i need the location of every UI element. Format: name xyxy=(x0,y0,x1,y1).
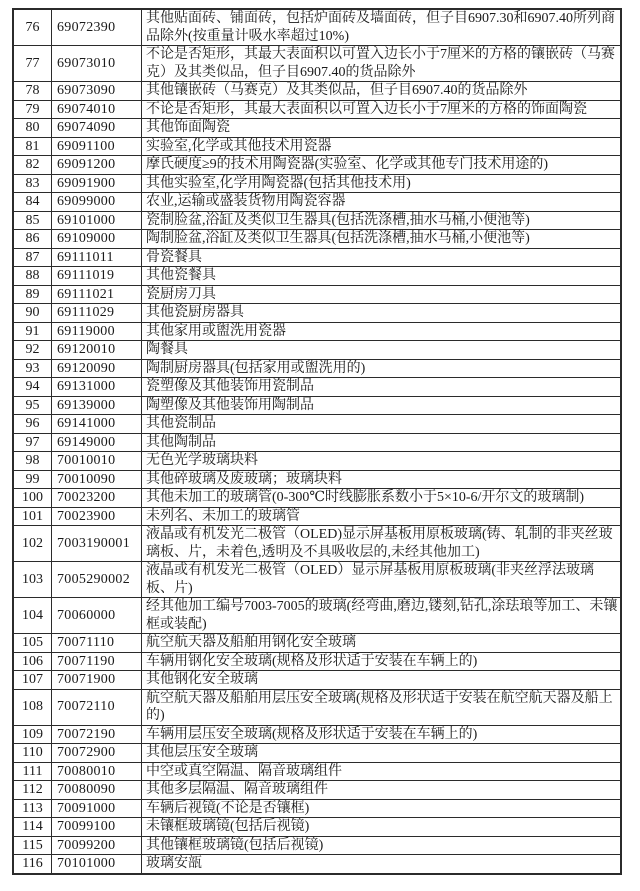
description-cell: 不论是否矩形，其最大表面积以可置入边长小于7厘米的方格的镶嵌砖（马赛克）及其类似品，但子目6907.40的货品除外 xyxy=(142,46,622,82)
row-number-cell: 92 xyxy=(13,341,52,360)
table-row xyxy=(13,341,621,360)
row-number-cell: 80 xyxy=(13,119,52,138)
hs-code-cell: 70072190 xyxy=(52,725,142,744)
row-number-cell: 89 xyxy=(13,285,52,304)
row-number-cell: 86 xyxy=(13,230,52,249)
description-cell: 瓷厨房刀具 xyxy=(142,285,622,304)
hs-code-cell: 69111029 xyxy=(52,304,142,323)
hs-code-cell: 70091000 xyxy=(52,799,142,818)
description-cell: 其他瓷厨房器具 xyxy=(142,304,622,323)
table-row xyxy=(13,137,621,156)
table-row xyxy=(13,671,621,690)
hs-code-cell: 70071900 xyxy=(52,671,142,690)
table-row xyxy=(13,248,621,267)
description-cell: 车辆后视镜(不论是否镶框) xyxy=(142,799,622,818)
row-number-cell: 115 xyxy=(13,836,52,855)
row-number-cell: 97 xyxy=(13,433,52,452)
table-row xyxy=(13,634,621,653)
row-number-cell: 81 xyxy=(13,137,52,156)
row-number-cell: 110 xyxy=(13,744,52,763)
table-row xyxy=(13,433,621,452)
description-cell: 经其他加工编号7003-7005的玻璃(经弯曲,磨边,镂刻,钻孔,涂珐琅等加工、未镶框或装配) xyxy=(142,598,622,634)
table-row xyxy=(13,818,621,837)
hs-code-cell: 69119000 xyxy=(52,322,142,341)
description-cell: 其他贴面砖、铺面砖，包括炉面砖及墙面砖，但子目6907.30和6907.40所列商品除外(按重量计吸水率超过10%) xyxy=(142,9,622,46)
description-cell: 陶餐具 xyxy=(142,341,622,360)
row-number-cell: 102 xyxy=(13,526,52,562)
description-cell: 其他陶制品 xyxy=(142,433,622,452)
description-cell: 其他镶框玻璃镜(包括后视镜) xyxy=(142,836,622,855)
description-cell: 其他层压安全玻璃 xyxy=(142,744,622,763)
row-number-cell: 78 xyxy=(13,82,52,101)
hs-code-cell: 69072390 xyxy=(52,9,142,46)
description-cell: 航空航天器及船舶用层压安全玻璃(规格及形状适于安装在航空航天器及船上的) xyxy=(142,689,622,725)
table-row xyxy=(13,744,621,763)
row-number-cell: 95 xyxy=(13,396,52,415)
hs-code-cell: 70099100 xyxy=(52,818,142,837)
hs-code-cell: 69101000 xyxy=(52,211,142,230)
hs-code-cell: 69091900 xyxy=(52,174,142,193)
table-row xyxy=(13,781,621,800)
description-cell: 车辆用层压安全玻璃(规格及形状适于安装在车辆上的) xyxy=(142,725,622,744)
hs-code-cell: 69120090 xyxy=(52,359,142,378)
hs-code-cell: 70099200 xyxy=(52,836,142,855)
row-number-cell: 114 xyxy=(13,818,52,837)
table-row xyxy=(13,193,621,212)
table-row xyxy=(13,470,621,489)
hs-code-cell: 70101000 xyxy=(52,855,142,874)
row-number-cell: 84 xyxy=(13,193,52,212)
hs-code-cell: 69099000 xyxy=(52,193,142,212)
hs-code-cell: 69074010 xyxy=(52,100,142,119)
description-cell: 航空航天器及船舶用钢化安全玻璃 xyxy=(142,634,622,653)
row-number-cell: 100 xyxy=(13,489,52,508)
description-cell: 农业,运输或盛装货物用陶瓷容器 xyxy=(142,193,622,212)
row-number-cell: 112 xyxy=(13,781,52,800)
hs-code-cell: 70080010 xyxy=(52,762,142,781)
table-row xyxy=(13,598,621,634)
hs-code-cell: 69109000 xyxy=(52,230,142,249)
table-row xyxy=(13,378,621,397)
hs-code-cell: 69111021 xyxy=(52,285,142,304)
table-row xyxy=(13,304,621,323)
description-cell: 液晶或有机发光二极管（OLED)显示屏基板用原板玻璃(铸、轧制的非夹丝玻璃板、片，未着色,透明及不具吸收层的,未经其他加工) xyxy=(142,526,622,562)
row-number-cell: 104 xyxy=(13,598,52,634)
row-number-cell: 98 xyxy=(13,452,52,471)
table-row xyxy=(13,507,621,526)
hs-code-cell: 69074090 xyxy=(52,119,142,138)
description-cell: 车辆用钢化安全玻璃(规格及形状适于安装在车辆上的) xyxy=(142,652,622,671)
table-row xyxy=(13,652,621,671)
row-number-cell: 107 xyxy=(13,671,52,690)
table-row xyxy=(13,762,621,781)
description-cell: 中空或真空隔温、隔音玻璃组件 xyxy=(142,762,622,781)
table-row xyxy=(13,211,621,230)
hs-code-cell: 69131000 xyxy=(52,378,142,397)
row-number-cell: 94 xyxy=(13,378,52,397)
table-row xyxy=(13,359,621,378)
description-cell: 未列名、未加工的玻璃管 xyxy=(142,507,622,526)
description-cell: 其他多层隔温、隔音玻璃组件 xyxy=(142,781,622,800)
description-cell: 骨瓷餐具 xyxy=(142,248,622,267)
hs-code-cell: 69111011 xyxy=(52,248,142,267)
row-number-cell: 108 xyxy=(13,689,52,725)
hs-code-cell: 69139000 xyxy=(52,396,142,415)
table-row xyxy=(13,415,621,434)
hs-code-cell: 70071110 xyxy=(52,634,142,653)
table-row xyxy=(13,174,621,193)
table-row xyxy=(13,267,621,286)
hs-code-cell: 70072110 xyxy=(52,689,142,725)
hs-code-cell: 69141000 xyxy=(52,415,142,434)
description-cell: 其他饰面陶瓷 xyxy=(142,119,622,138)
description-cell: 其他未加工的玻璃管(0-300℃时线膨胀系数小于5×10-6/开尔文的玻璃制) xyxy=(142,489,622,508)
row-number-cell: 82 xyxy=(13,156,52,175)
table-row xyxy=(13,799,621,818)
table-row xyxy=(13,230,621,249)
row-number-cell: 103 xyxy=(13,562,52,598)
row-number-cell: 105 xyxy=(13,634,52,653)
hs-code-cell: 69111019 xyxy=(52,267,142,286)
row-number-cell: 79 xyxy=(13,100,52,119)
description-cell: 陶塑像及其他装饰用陶制品 xyxy=(142,396,622,415)
row-number-cell: 85 xyxy=(13,211,52,230)
hs-code-cell: 70071190 xyxy=(52,652,142,671)
row-number-cell: 93 xyxy=(13,359,52,378)
description-cell: 其他实验室,化学用陶瓷器(包括其他技术用) xyxy=(142,174,622,193)
hs-code-cell: 70080090 xyxy=(52,781,142,800)
row-number-cell: 96 xyxy=(13,415,52,434)
table-row xyxy=(13,285,621,304)
row-number-cell: 106 xyxy=(13,652,52,671)
description-cell: 其他镶嵌砖（马赛克）及其类似品，但子目6907.40的货品除外 xyxy=(142,82,622,101)
description-cell: 玻璃安瓿 xyxy=(142,855,622,874)
row-number-cell: 87 xyxy=(13,248,52,267)
description-cell: 瓷制脸盆,浴缸及类似卫生器具(包括洗涤槽,抽水马桶,小便池等) xyxy=(142,211,622,230)
row-number-cell: 88 xyxy=(13,267,52,286)
row-number-cell: 116 xyxy=(13,855,52,874)
table-row xyxy=(13,156,621,175)
hs-code-cell: 70010010 xyxy=(52,452,142,471)
hs-code-table xyxy=(12,8,622,875)
description-cell: 不论是否矩形，其最大表面积以可置入边长小于7厘米的方格的饰面陶瓷 xyxy=(142,100,622,119)
row-number-cell: 91 xyxy=(13,322,52,341)
description-cell: 其他碎玻璃及废玻璃；玻璃块料 xyxy=(142,470,622,489)
description-cell: 其他家用或盥洗用瓷器 xyxy=(142,322,622,341)
hs-code-cell: 70010090 xyxy=(52,470,142,489)
row-number-cell: 90 xyxy=(13,304,52,323)
table-row xyxy=(13,452,621,471)
row-number-cell: 77 xyxy=(13,46,52,82)
description-cell: 实验室,化学或其他技术用瓷器 xyxy=(142,137,622,156)
hs-code-cell: 70072900 xyxy=(52,744,142,763)
description-cell: 无色光学玻璃块料 xyxy=(142,452,622,471)
description-cell: 未镶框玻璃镜(包括后视镜) xyxy=(142,818,622,837)
table-row xyxy=(13,526,621,562)
description-cell: 陶制厨房器具(包括家用或盥洗用的) xyxy=(142,359,622,378)
table-row xyxy=(13,562,621,598)
table-row xyxy=(13,82,621,101)
table-row xyxy=(13,836,621,855)
description-cell: 陶制脸盆,浴缸及类似卫生器具(包括洗涤槽,抽水马桶,小便池等) xyxy=(142,230,622,249)
row-number-cell: 113 xyxy=(13,799,52,818)
row-number-cell: 76 xyxy=(13,9,52,46)
table-row xyxy=(13,119,621,138)
row-number-cell: 101 xyxy=(13,507,52,526)
description-cell: 液晶或有机发光二极管（OLED）显示屏基板用原板玻璃(非夹丝浮法玻璃板、片) xyxy=(142,562,622,598)
hs-code-table-body xyxy=(13,9,621,874)
hs-code-cell: 70023200 xyxy=(52,489,142,508)
row-number-cell: 99 xyxy=(13,470,52,489)
table-row xyxy=(13,396,621,415)
description-cell: 瓷塑像及其他装饰用瓷制品 xyxy=(142,378,622,397)
hs-code-cell: 69091100 xyxy=(52,137,142,156)
description-cell: 其他钢化安全玻璃 xyxy=(142,671,622,690)
hs-code-cell: 7003190001 xyxy=(52,526,142,562)
description-cell: 其他瓷餐具 xyxy=(142,267,622,286)
table-row xyxy=(13,9,621,46)
table-row xyxy=(13,322,621,341)
table-row xyxy=(13,689,621,725)
row-number-cell: 109 xyxy=(13,725,52,744)
table-row xyxy=(13,855,621,874)
table-row xyxy=(13,100,621,119)
description-cell: 其他瓷制品 xyxy=(142,415,622,434)
hs-code-cell: 70060000 xyxy=(52,598,142,634)
hs-code-cell: 70023900 xyxy=(52,507,142,526)
hs-code-cell: 69073090 xyxy=(52,82,142,101)
table-row xyxy=(13,489,621,508)
description-cell: 摩氏硬度≥9的技术用陶瓷器(实验室、化学或其他专门技术用途的) xyxy=(142,156,622,175)
hs-code-cell: 69120010 xyxy=(52,341,142,360)
hs-code-cell: 7005290002 xyxy=(52,562,142,598)
row-number-cell: 111 xyxy=(13,762,52,781)
hs-code-cell: 69073010 xyxy=(52,46,142,82)
row-number-cell: 83 xyxy=(13,174,52,193)
hs-code-cell: 69149000 xyxy=(52,433,142,452)
table-row xyxy=(13,46,621,82)
hs-code-cell: 69091200 xyxy=(52,156,142,175)
table-row xyxy=(13,725,621,744)
